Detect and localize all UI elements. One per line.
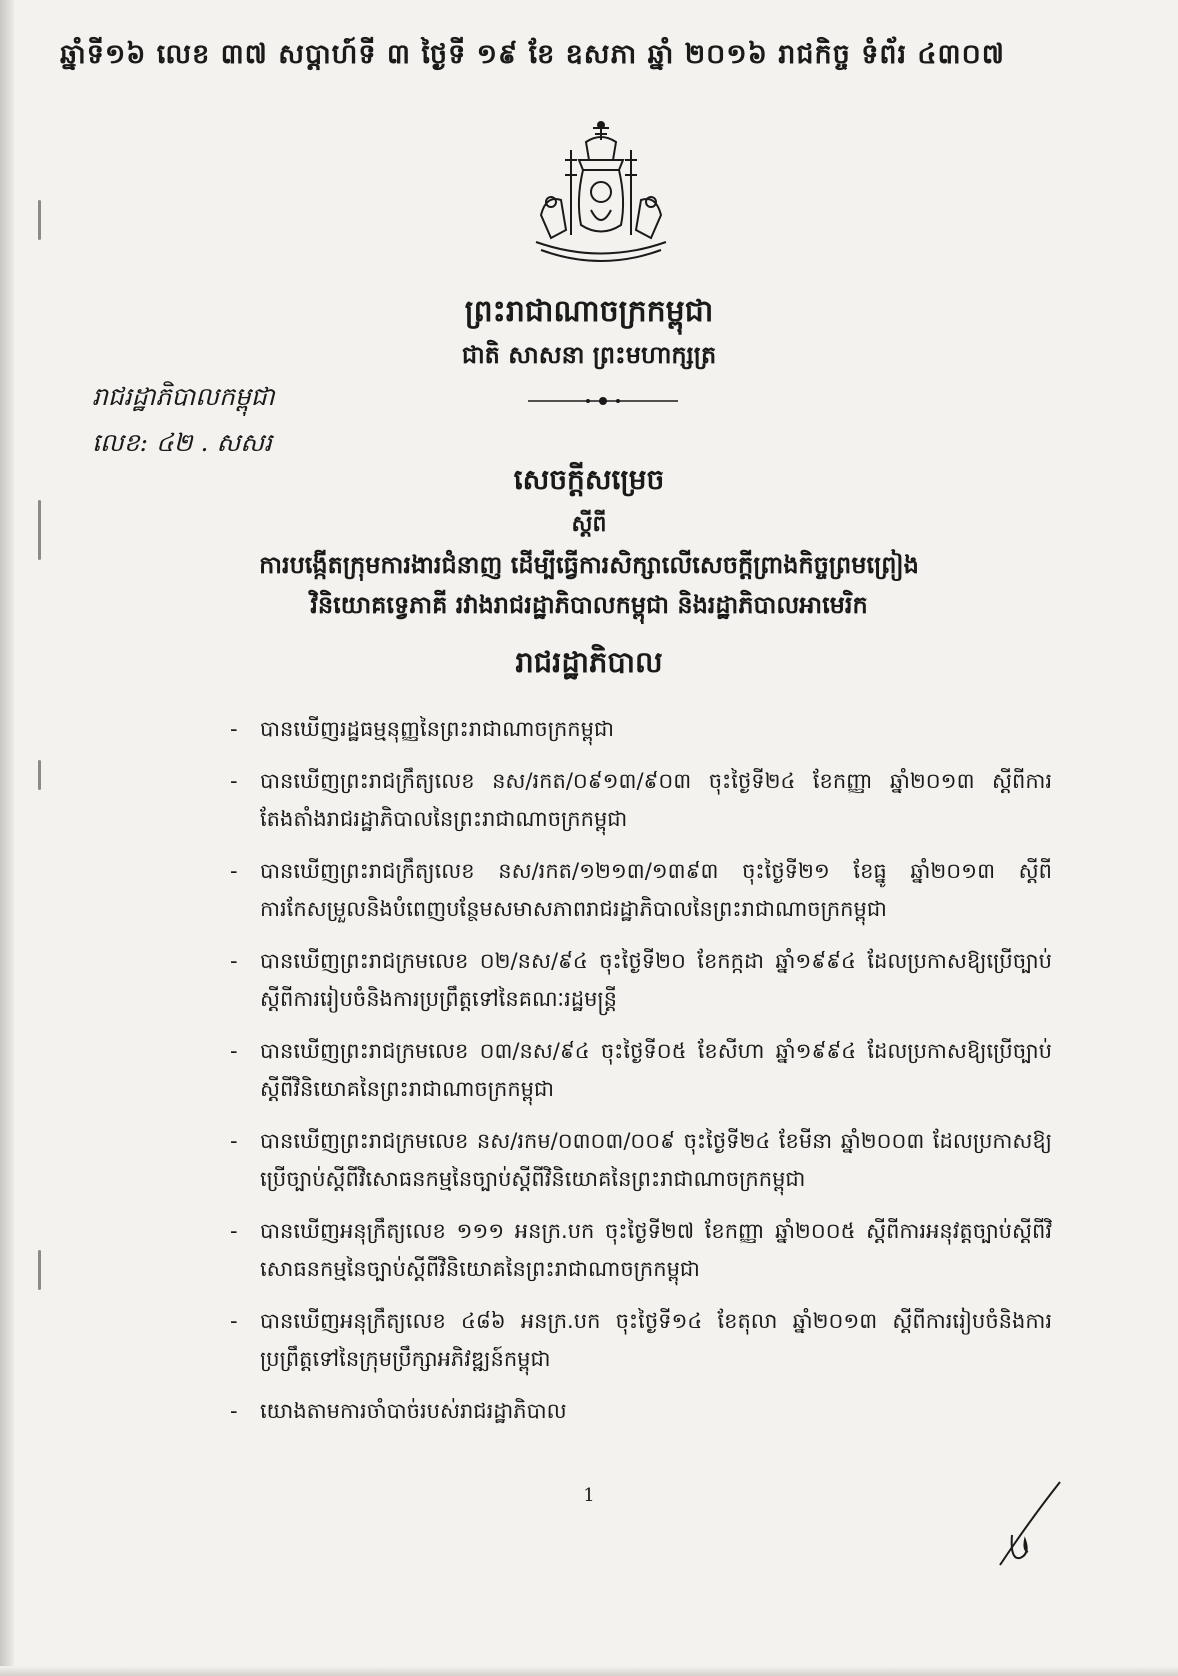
subject-line-1: ការបង្កើតក្រុមការងារជំនាញ ដើម្បីធ្វើការសិក្សាលើសេចក្ដីព្រាងកិច្ចព្រមព្រៀង — [259, 550, 919, 579]
scan-bottom-edge — [0, 1666, 1178, 1676]
kingdom-title: ព្រះរាជាណាចក្រកម្ពុជា — [464, 294, 714, 329]
list-item: - បានឃើញព្រះរាជក្រមលេខ ០២/នស/៩៤ ចុះថ្ងៃទី២០ ខែកក្កដា ឆ្នាំ១៩៩៤ ដែលប្រកាសឱ្យប្រើច្បាប់ស្ដីពីការរៀបចំនិងការប្រព្រឹត្តទៅនៃគណៈរដ្ឋមន្ត្រី — [230, 949, 1052, 1011]
list-item: - យោងតាមការចាំបាច់របស់រាជរដ្ឋាភិបាល — [230, 1399, 567, 1423]
subject-line-2: វិនិយោគទ្វេភាគី រវាងរាជរដ្ឋាភិបាលកម្ពុជា និងរដ្ឋាភិបាលអាមេរិក — [310, 590, 868, 619]
list-item: - បានឃើញព្រះរាជក្រមលេខ ០៣/នស/៩៤ ចុះថ្ងៃទី០៥ ខែសីហា ឆ្នាំ១៩៩៤ ដែលប្រកាសឱ្យប្រើច្បាប់ស្ដីពីវិនិយោគនៃព្រះរាជាណាចក្រកម្ពុជា — [230, 1039, 1052, 1101]
page-number: 1 — [583, 1485, 595, 1506]
list-item: - បានឃើញព្រះរាជក្រឹត្យលេខ នស/រកត/០៩១៣/៩០៣ ចុះថ្ងៃទី២៤ ខែកញ្ញា ឆ្នាំ២០១៣ ស្ដីពីការតែងតាំងរាជរដ្ឋាភិបាលនៃព្រះរាជាណាចក្រកម្ពុជា — [230, 769, 1052, 831]
government-name: រាជរដ្ឋាភិបាលកម្ពុជា — [92, 382, 275, 411]
document-type: សេចក្ដីសម្រេច — [513, 463, 665, 496]
issuer-heading: រាជរដ្ឋាភិបាល — [515, 645, 663, 679]
number-value: ៤២ . សសរ — [155, 428, 272, 457]
reference-number — [92, 428, 275, 464]
list-item: - បានឃើញព្រះរាជក្រឹត្យលេខ នស/រកត/១២១៣/១៣៩៣ ចុះថ្ងៃទី២១ ខែធ្នូ ឆ្នាំ២០១៣ ស្ដីពីការកែសម្រួលនិងបំពេញបន្ថែមសមាសភាពរាជរដ្ឋាភិបាលនៃព្រះរាជាណាចក្រកម្ពុជា — [230, 859, 1052, 921]
list-item: - បានឃើញអនុក្រឹត្យលេខ ១១១ អនក្រ.បក ចុះថ្ងៃទី២៧ ខែកញ្ញា ឆ្នាំ២០០៥ ស្ដីពីការអនុវត្តច្បាប់ស្ដីពីវិសោធនកម្មនៃច្បាប់ស្ដីពីវិនិយោគនៃព្រះរាជាណាចក្រកម្ពុជា — [230, 1219, 1052, 1281]
royal-coat-of-arms-icon — [521, 120, 681, 275]
gazette-header: ឆ្នាំទី១៦ លេខ ៣៧ សប្ដាហ៍ទី ៣ ថ្ងៃទី ១៩ ខែ ឧសភា ឆ្នាំ ២០១៦ រាជកិច្ច ទំព័រ ៤៣០៧ — [60, 39, 1005, 70]
divider-ornament — [528, 395, 678, 407]
list-item: - បានឃើញអនុក្រឹត្យលេខ ៤៨៦ អនក្រ.បក ចុះថ្ងៃទី១៤ ខែតុលា ឆ្នាំ២០១៣ ស្ដីពីការរៀបចំនិងការប្រព្រឹត្តទៅនៃក្រុមប្រឹក្សាអភិវឌ្ឍន៍កម្ពុជា — [230, 1309, 1052, 1371]
issuer-block — [92, 382, 275, 474]
number-label: លេខ: — [92, 428, 149, 457]
initials-signature-icon — [990, 1480, 1070, 1570]
national-motto: ជាតិ សាសនា ព្រះមហាក្សត្រ — [461, 340, 717, 369]
preamble-list — [232, 710, 1052, 1444]
list-item: - បានឃើញរដ្ឋធម្មនុញ្ញនៃព្រះរាជាណាចក្រកម្ពុជា — [230, 717, 614, 741]
about-label: ស្ដីពី — [571, 511, 607, 537]
scan-left-edge — [0, 0, 14, 1676]
list-item: - បានឃើញព្រះរាជក្រមលេខ នស/រកម/០៣០៣/០០៩ ចុះថ្ងៃទី២៤ ខែមីនា ឆ្នាំ២០០៣ ដែលប្រកាសឱ្យប្រើច្បាប់ស្ដីពីវិសោធនកម្មនៃច្បាប់ស្ដីពីវិនិយោគនៃព្រះរាជាណាចក្រកម្ពុជា — [230, 1129, 1052, 1191]
